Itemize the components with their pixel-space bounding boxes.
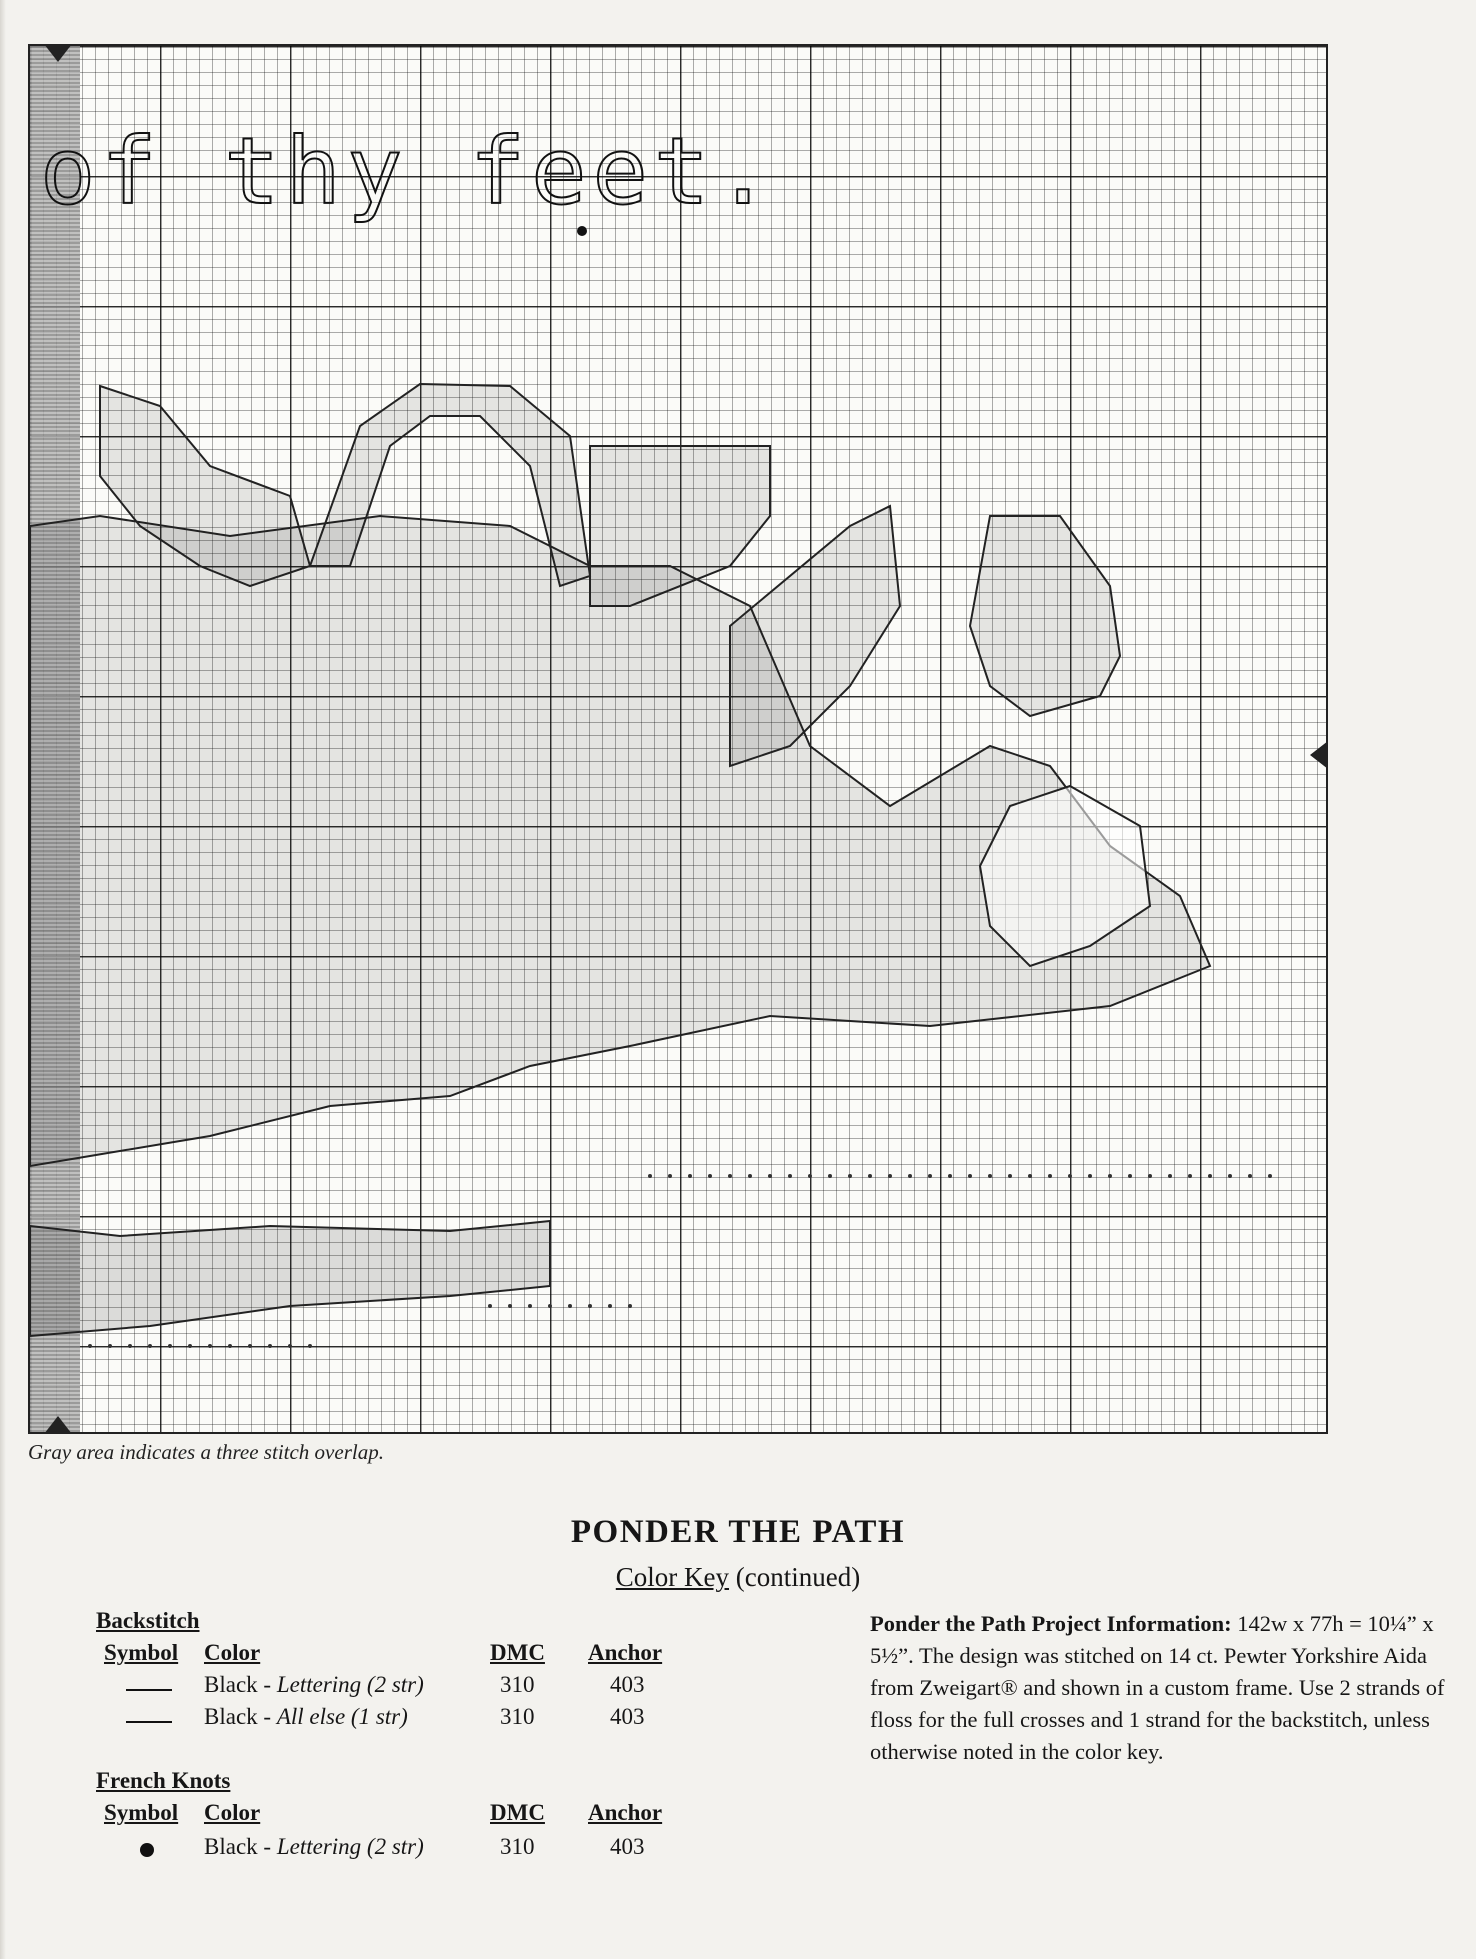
chart-caption: Gray area indicates a three stitch overlap. [28, 1440, 384, 1464]
backstitch-heading: Backstitch [96, 1608, 200, 1633]
project-info-label: Ponder the Path Project Information: [870, 1611, 1232, 1636]
chart-pattern [30, 46, 1326, 1432]
backstitch-col-dmc: DMC [490, 1640, 545, 1665]
center-arrow-bottom [44, 1416, 72, 1434]
french-knots-col-dmc: DMC [490, 1800, 545, 1825]
stitch-region-path-bottom [30, 1221, 550, 1336]
french-knots-row-1-color: Black - Lettering (2 str) [204, 1834, 424, 1859]
french-knot-symbol-dot [140, 1843, 154, 1857]
center-arrow-right [1310, 741, 1328, 769]
center-arrow-top [44, 44, 72, 62]
stitch-region-leaves-mid [730, 506, 900, 766]
color-key-subtitle [0, 1562, 1476, 1593]
backstitch-row-2-color: Black - All else (1 str) [204, 1704, 408, 1729]
backstitch-row-2-anchor: 403 [610, 1704, 645, 1729]
page-title: PONDER THE PATH [570, 1514, 906, 1550]
french-knots-col-color: Color [204, 1800, 261, 1825]
backstitch-row-1-dmc: 310 [500, 1672, 535, 1697]
french-knots-row-1-dmc: 310 [500, 1834, 535, 1859]
project-information [870, 1608, 1460, 1768]
backstitch-row-1-anchor: 403 [610, 1672, 645, 1697]
continued-label: (continued) [735, 1562, 861, 1592]
chart-lettering: of thy feet. [40, 118, 777, 225]
backstitch-col-symbol: Symbol [104, 1640, 179, 1665]
backstitch-row-2-dmc: 310 [500, 1704, 535, 1729]
backstitch-col-anchor: Anchor [588, 1640, 663, 1665]
backstitch-row-1-color: Black - Lettering (2 str) [204, 1672, 424, 1697]
color-key-label: Color Key [615, 1562, 730, 1592]
project-info-text: 142w x 77h = 10¼” x 5½”. The design was stitched on 14 ct. Pewter Yorkshire Aida from Zweigart® and shown in a custom frame. Use 2 strands of floss for the full crosses and 1 strand for the backstitch, unless otherwise noted in the color key. [870, 1611, 1445, 1764]
french-knots-col-symbol: Symbol [104, 1800, 179, 1825]
cross-stitch-chart [28, 44, 1328, 1434]
scan-edge [0, 0, 6, 1959]
french-knots-heading: French Knots [96, 1768, 231, 1793]
backstitch-symbol-line [126, 1689, 172, 1691]
stitch-region-bush-top [590, 446, 770, 606]
french-knots-col-anchor: Anchor [588, 1800, 663, 1825]
stitch-region-flower-right [970, 516, 1120, 716]
french-knot-dot [577, 226, 587, 236]
french-knots-row-1-anchor: 403 [610, 1834, 645, 1859]
backstitch-col-color: Color [204, 1640, 261, 1665]
backstitch-symbol-line [126, 1721, 172, 1723]
